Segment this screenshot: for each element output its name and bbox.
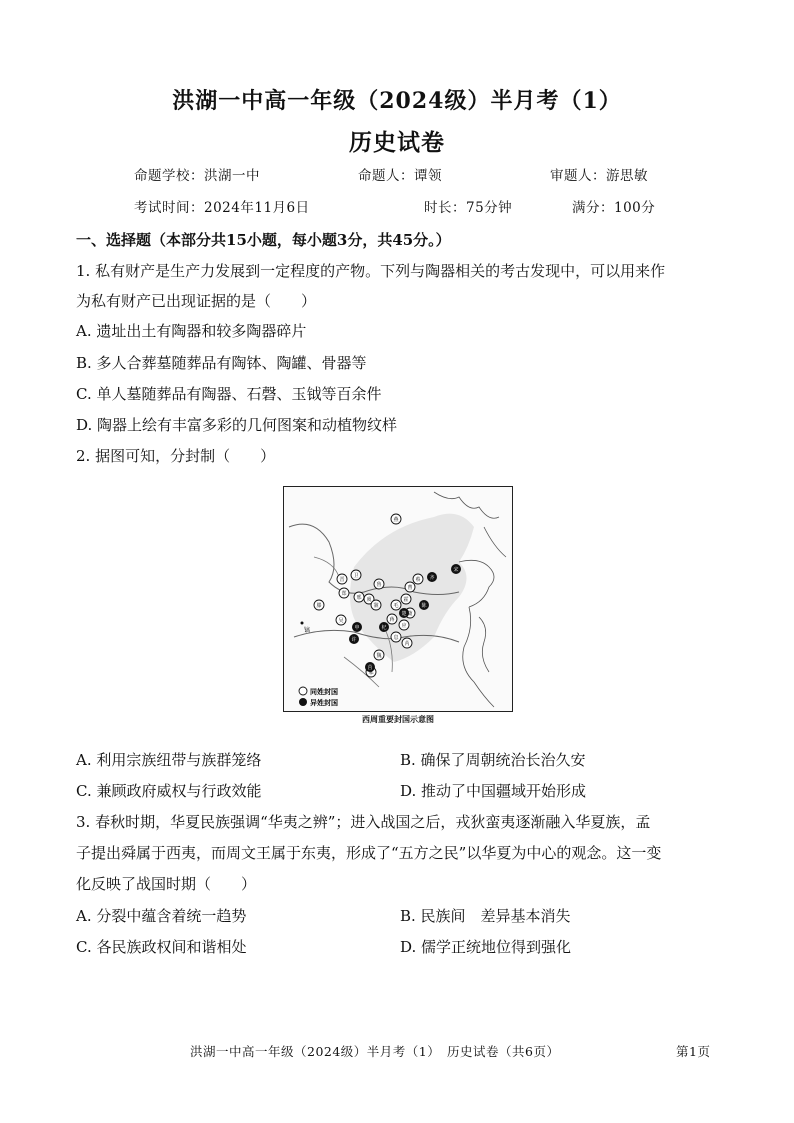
q3-option-b: B. 民族间 差异基本消失 (400, 907, 571, 925)
state-label-same: 蔡 (415, 577, 421, 584)
q3-stem-line2: 子提出舜属于西夷，而周文王属于东夷，形成了“五方之民”以华夏为中心的观念。这一变 (76, 844, 662, 862)
state-label-diff: 楚 (401, 611, 407, 618)
state-label-same: 邾 (368, 670, 374, 677)
state-label-same: 鲁 (376, 582, 382, 589)
legend-diff-label: 异姓封国 (310, 699, 338, 707)
state-label-diff: 许 (351, 637, 357, 644)
state-label-same: 应 (401, 623, 407, 630)
q3-stem-line3: 化反映了战国时期（ ） (76, 875, 257, 893)
map-graphic (284, 487, 512, 711)
state-label-same: 虢 (373, 603, 379, 610)
state-label-same: 息 (393, 635, 399, 642)
legend-diff-marker (299, 698, 307, 706)
footer-title: 洪湖一中高一年级（2024级）半月考（1） 历史试卷（共6页） (190, 1044, 560, 1059)
capital-label: 镐 (304, 627, 311, 634)
state-label-diff: 陈 (421, 603, 427, 610)
page-number: 第1页 (676, 1044, 711, 1059)
q2-option-d: D. 推动了中国疆域开始形成 (400, 782, 587, 800)
state-label-same: 毛 (393, 603, 399, 610)
exam-subtitle: 历史试卷 (349, 129, 445, 156)
state-label-same: 随 (407, 611, 413, 618)
state-label-same: 魏 (376, 653, 382, 660)
state-label-same: 晋 (339, 577, 345, 584)
legend-same-label: 同姓封国 (310, 688, 338, 696)
q3-option-a: A. 分裂中蕴含着统一趋势 (76, 907, 247, 925)
legend-same-marker (299, 687, 307, 695)
state-label-same: 吴 (338, 618, 344, 625)
section-heading: 一、选择题（本部分共15小题，每小题3分，共45分。） (76, 231, 451, 249)
state-label-same: 芮 (404, 641, 410, 648)
state-label-same: 郑 (341, 591, 347, 598)
q1-stem-line1: 1. 私有财产是生产力发展到一定程度的产物。下列与陶器相关的考古发现中，可以用来作 (76, 262, 666, 280)
capital-dot (301, 622, 304, 625)
author-info: 命题人：谭领 (358, 168, 442, 184)
exam-title: 洪湖一中高一年级（2024级）半月考（1） (172, 88, 622, 114)
state-label-same: 蒋 (389, 617, 395, 624)
q2-option-c: C. 兼顾政府威权与行政效能 (76, 782, 262, 800)
q3-stem-line1: 3. 春秋时期，华夏民族强调“华夷之辨”；进入战国之后，戎狄蛮夷逐渐融入华夏族，孟 (76, 813, 651, 831)
state-label-diff: 莒 (367, 665, 373, 672)
state-label-diff: 宋 (453, 567, 459, 574)
q1-stem-line2: 为私有财产已出现证据的是（ ） (76, 292, 317, 310)
reviewer-info: 审题人：游思敏 (550, 168, 648, 184)
school-info: 命题学校：洪湖一中 (134, 168, 260, 184)
state-label-diff: 申 (354, 625, 360, 632)
q1-option-b: B. 多人合葬墓随葬品有陶钵、陶罐、骨器等 (76, 354, 367, 372)
map-caption: 西周重要封国示意图 (362, 715, 434, 724)
state-label-diff: 杞 (381, 625, 387, 632)
state-label-same: 曹 (407, 585, 413, 592)
q3-option-d: D. 儒学正统地位得到强化 (400, 938, 572, 956)
state-label-same: 卫 (353, 573, 359, 580)
q2-option-a: A. 利用宗族纽带与族群笼络 (76, 751, 262, 769)
state-label-same: 邢 (356, 595, 362, 602)
state-label-diff: 齐 (429, 575, 435, 582)
duration-info: 时长：75分钟 (424, 200, 513, 216)
state-label-same: 燕 (393, 517, 399, 524)
q2-option-b: B. 确保了周朝统治长治久安 (400, 751, 586, 769)
q1-option-a: A. 遗址出土有陶器和较多陶器碎片 (76, 322, 307, 340)
state-label-same: 虞 (366, 597, 372, 604)
historical-map (283, 486, 513, 712)
state-label-same: 霍 (403, 597, 409, 604)
state-label-same: 滕 (316, 603, 322, 610)
full-score-info: 满分：100分 (572, 200, 656, 216)
q3-option-c: C. 各民族政权间和谐相处 (76, 938, 247, 956)
q1-option-c: C. 单人墓随葬品有陶器、石磬、玉钺等百余件 (76, 385, 382, 403)
q1-option-d: D. 陶器上绘有丰富多彩的几何图案和动植物纹样 (76, 416, 398, 434)
exam-time-info: 考试时间：2024年11月6日 (134, 200, 310, 216)
q2-stem: 2. 据图可知，分封制（ ） (76, 447, 276, 465)
